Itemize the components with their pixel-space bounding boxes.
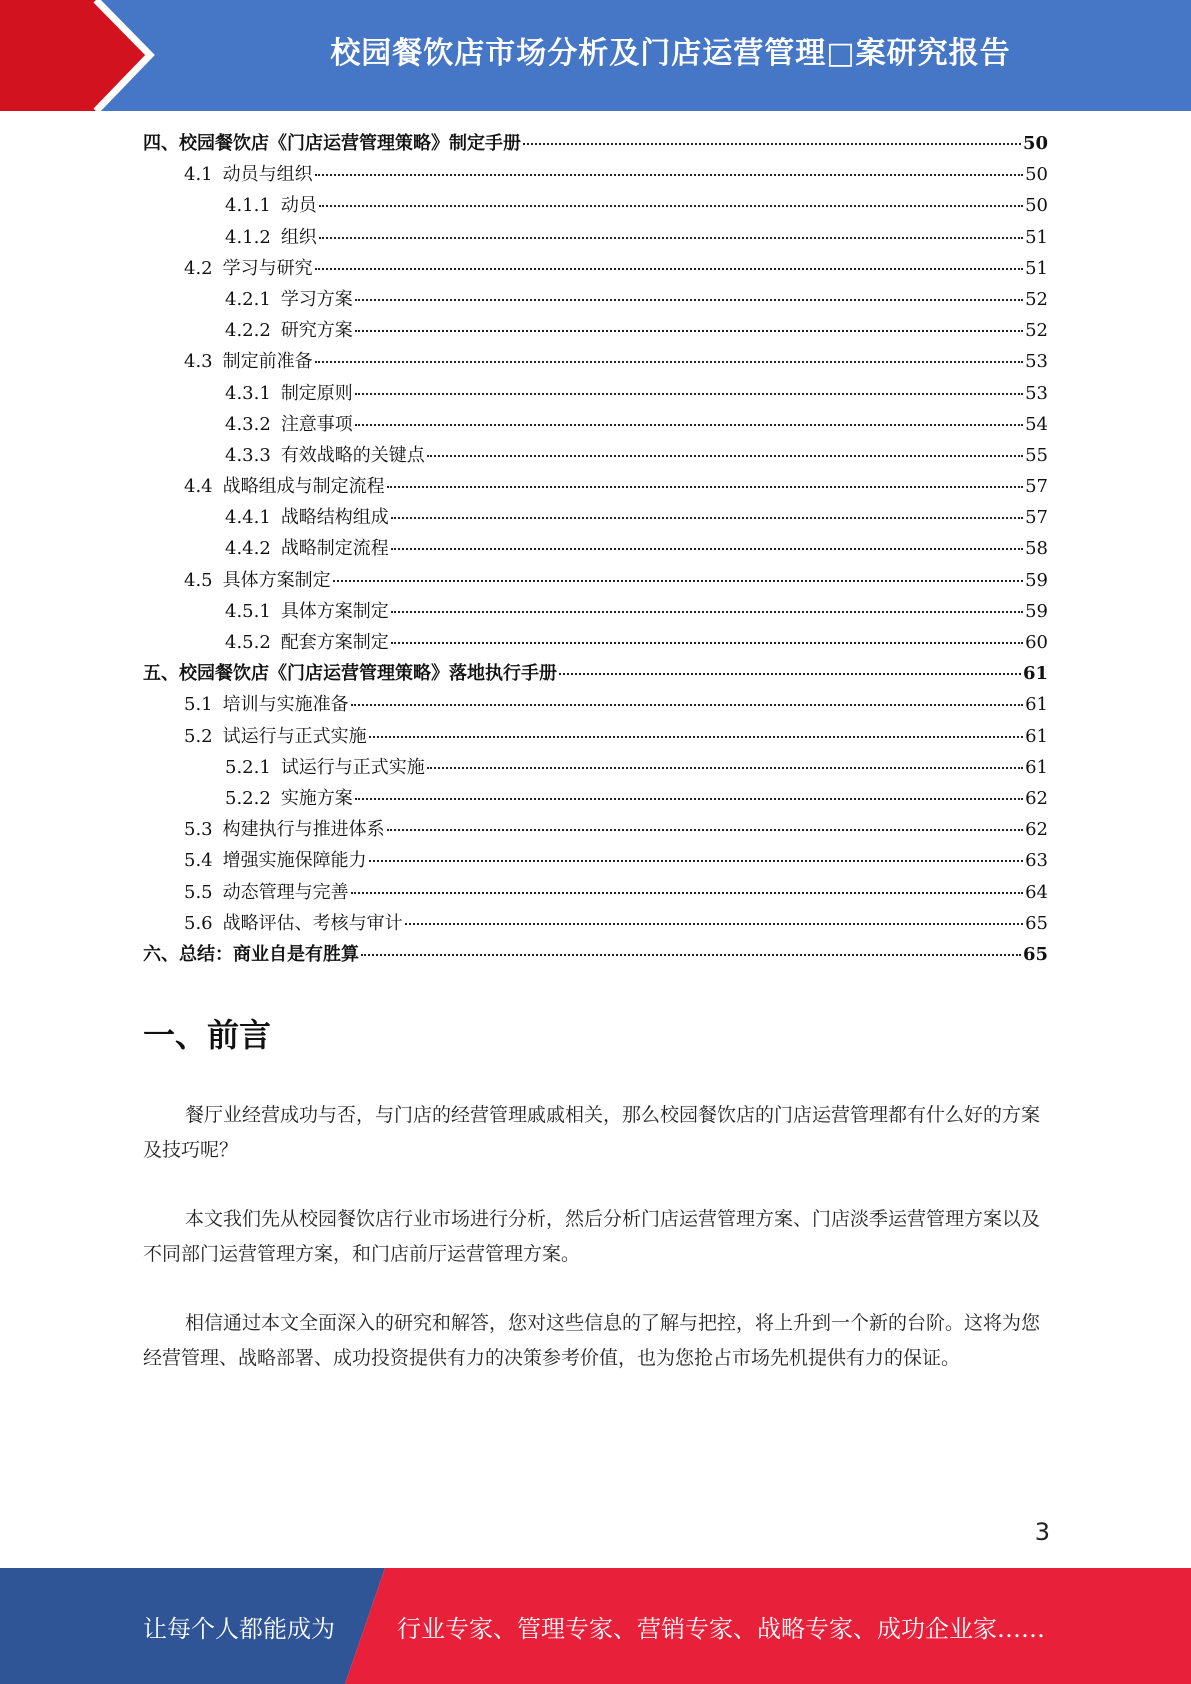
- toc-entry-title: 研究方案: [280, 320, 353, 342]
- toc-entry-number: 4.3.2: [225, 413, 271, 435]
- toc-entry-title: 培训与实施准备: [222, 694, 349, 716]
- toc-entry-title: 构建执行与推进体系: [222, 819, 385, 841]
- toc-entry-page: 57: [1025, 476, 1048, 498]
- toc-entry[interactable]: [143, 845, 1048, 876]
- toc-dot-leader: [351, 892, 1023, 894]
- toc-entry-title: 学习方案: [280, 288, 353, 310]
- toc-entry-page: 62: [1025, 819, 1048, 841]
- toc-entry-page: 64: [1025, 881, 1048, 903]
- toc-entry-number: 4.2: [184, 257, 213, 279]
- toc-dot-leader: [559, 673, 1021, 675]
- report-title: 校园餐饮店市场分析及门店运营管理□案研究报告: [330, 36, 1011, 71]
- toc-entry-number: 4.5.2: [225, 632, 271, 653]
- toc-entry-page: 65: [1025, 912, 1048, 934]
- toc-entry[interactable]: [143, 596, 1048, 627]
- toc-entry[interactable]: [143, 190, 1048, 221]
- toc-entry[interactable]: [143, 409, 1048, 440]
- toc-entry-number: 5.5: [184, 881, 213, 903]
- page-footer: [0, 1568, 1191, 1684]
- toc-entry-title: 战略组成与制定流程: [222, 476, 385, 498]
- toc-entry-number: 5.2: [184, 725, 213, 747]
- toc-entry-page: 60: [1025, 632, 1048, 653]
- toc-entry[interactable]: [143, 565, 1048, 596]
- footer-slogan-left: 让每个人都能成为: [143, 1614, 335, 1643]
- toc-entry-title: 注意事项: [280, 413, 353, 435]
- toc-entry[interactable]: [143, 159, 1048, 190]
- toc-dot-leader: [361, 954, 1021, 956]
- toc-entry-title: 动态管理与完善: [222, 881, 349, 903]
- toc-dot-leader: [387, 829, 1023, 831]
- toc-entry-page: 61: [1025, 694, 1048, 716]
- table-of-contents: [143, 128, 1048, 970]
- toc-entry-page: 59: [1025, 600, 1048, 622]
- toc-dot-leader: [391, 517, 1023, 519]
- toc-entry[interactable]: [143, 658, 1048, 689]
- footer-slogan-right: 行业专家、管理专家、营销专家、战略专家、成功企业家……: [397, 1614, 1045, 1643]
- toc-entry-number: 4.3: [184, 351, 213, 373]
- toc-entry[interactable]: [143, 378, 1048, 409]
- toc-entry-number: 5.2.1: [225, 756, 271, 778]
- toc-entry-page: 51: [1025, 226, 1048, 248]
- toc-dot-leader: [355, 299, 1023, 301]
- toc-entry[interactable]: [143, 471, 1048, 502]
- toc-dot-leader: [315, 174, 1023, 176]
- toc-dot-leader: [315, 361, 1023, 363]
- toc-entry-title: 配套方案制定: [280, 632, 389, 653]
- toc-entry-number: 5.1: [184, 694, 213, 716]
- toc-entry-title: 实施方案: [280, 787, 353, 809]
- intro-paragraph-3: 相信通过本文全面深入的研究和解答，您对这些信息的了解与把控，将上升到一个新的台阶。这将为您经营管理、战略部署、成功投资提供有力的决策参考价值，也为您抢占市场先机提供有力的保证。: [143, 1312, 1041, 1369]
- toc-entry-title: 六、总结：商业自是有胜算: [143, 943, 359, 965]
- toc-dot-leader: [355, 798, 1023, 800]
- toc-dot-leader: [427, 767, 1023, 769]
- toc-entry-title: 组织: [280, 226, 317, 248]
- toc-dot-leader: [355, 393, 1023, 395]
- toc-entry-page: 61: [1025, 725, 1048, 747]
- toc-dot-leader: [315, 268, 1023, 270]
- toc-entry-page: 63: [1025, 850, 1048, 872]
- toc-entry[interactable]: [143, 877, 1048, 908]
- toc-entry-page: 58: [1025, 538, 1048, 560]
- toc-entry[interactable]: [143, 939, 1048, 970]
- toc-entry-page: 50: [1025, 195, 1048, 217]
- toc-dot-leader: [351, 704, 1023, 706]
- toc-entry-number: 4.4: [184, 476, 213, 498]
- toc-entry[interactable]: [143, 721, 1048, 752]
- toc-entry-page: 55: [1025, 444, 1048, 466]
- toc-entry[interactable]: [143, 783, 1048, 814]
- toc-dot-leader: [319, 205, 1023, 207]
- toc-entry-page: 61: [1022, 663, 1048, 685]
- toc-dot-leader: [333, 580, 1023, 582]
- toc-entry-number: 4.2.1: [225, 288, 271, 310]
- toc-entry-page: 54: [1025, 413, 1048, 435]
- toc-entry-page: 52: [1025, 288, 1048, 310]
- toc-dot-leader: [391, 611, 1023, 613]
- toc-entry[interactable]: [143, 222, 1048, 253]
- toc-entry-number: 4.3.1: [225, 382, 271, 404]
- toc-dot-leader: [387, 486, 1023, 488]
- toc-entry[interactable]: [143, 284, 1048, 315]
- toc-entry-page: 59: [1025, 569, 1048, 591]
- toc-entry-page: 62: [1025, 787, 1048, 809]
- toc-entry-number: 4.4.1: [225, 507, 271, 529]
- toc-entry-title: 战略制定流程: [280, 538, 389, 560]
- toc-entry-page: 65: [1022, 943, 1048, 965]
- toc-entry-number: 4.3.3: [225, 444, 271, 466]
- toc-entry-title: 战略结构组成: [280, 507, 389, 529]
- toc-dot-leader: [405, 923, 1023, 925]
- toc-entry-number: 4.1: [184, 164, 213, 186]
- toc-entry-title: 制定原则: [280, 382, 353, 404]
- toc-entry-title: 增强实施保障能力: [222, 850, 367, 872]
- toc-entry-number: 4.5.1: [225, 600, 271, 622]
- toc-entry-number: 5.3: [184, 819, 213, 841]
- toc-entry-number: 4.2.2: [225, 320, 271, 342]
- toc-entry-title: 具体方案制定: [280, 600, 389, 622]
- toc-entry-number: 5.2.2: [225, 787, 271, 809]
- toc-entry[interactable]: [143, 253, 1048, 284]
- toc-entry-title: 试运行与正式实施: [222, 725, 367, 747]
- toc-entry[interactable]: [143, 346, 1048, 377]
- toc-entry-number: 4.1.2: [225, 226, 271, 248]
- intro-paragraph-2: 本文我们先从校园餐饮店行业市场进行分析，然后分析门店运营管理方案、门店淡季运营管理方案以及不同部门运营管理方案，和门店前厅运营管理方案。: [143, 1208, 1041, 1265]
- toc-entry-title: 四、校园餐饮店《门店运营管理策略》制定手册: [143, 133, 521, 154]
- toc-entry-title: 试运行与正式实施: [280, 756, 425, 778]
- intro-paragraph-1: 餐厅业经营成功与否，与门店的经营管理戚戚相关，那么校园餐饮店的门店运营管理都有什么好的方案及技巧呢？: [143, 1104, 1041, 1161]
- toc-entry-page: 50: [1022, 133, 1048, 154]
- toc-entry-page: 51: [1025, 257, 1048, 279]
- toc-entry-number: 4.1.1: [225, 195, 271, 217]
- toc-entry-page: 57: [1025, 507, 1048, 529]
- toc-entry-page: 53: [1025, 382, 1048, 404]
- toc-entry[interactable]: [143, 627, 1048, 658]
- toc-entry-title: 动员与组织: [222, 164, 313, 186]
- toc-entry-title: 战略评估、考核与审计: [222, 912, 403, 934]
- toc-entry-title: 学习与研究: [222, 257, 313, 279]
- toc-dot-leader: [369, 860, 1023, 862]
- toc-entry-title: 五、校园餐饮店《门店运营管理策略》落地执行手册: [143, 663, 557, 685]
- toc-entry[interactable]: [143, 814, 1048, 845]
- toc-entry-title: 具体方案制定: [222, 569, 331, 591]
- toc-entry-number: 5.4: [184, 850, 213, 872]
- toc-entry-number: 5.6: [184, 912, 213, 934]
- toc-dot-leader: [523, 143, 1021, 145]
- toc-entry-number: 4.4.2: [225, 538, 271, 560]
- toc-entry[interactable]: [143, 752, 1048, 783]
- toc-dot-leader: [391, 548, 1023, 550]
- toc-dot-leader: [319, 237, 1023, 239]
- toc-entry-page: 53: [1025, 351, 1048, 373]
- toc-dot-leader: [355, 424, 1023, 426]
- toc-entry-page: 61: [1025, 756, 1048, 778]
- toc-entry[interactable]: [143, 502, 1048, 533]
- toc-entry[interactable]: [143, 440, 1048, 471]
- toc-entry[interactable]: [143, 128, 1048, 159]
- toc-dot-leader: [391, 642, 1023, 644]
- page-number: 3: [1034, 1518, 1050, 1546]
- page-header: [0, 0, 1191, 111]
- toc-entry-page: 50: [1025, 164, 1048, 186]
- toc-entry[interactable]: [143, 533, 1048, 564]
- toc-entry-page: 52: [1025, 320, 1048, 342]
- toc-entry-title: 有效战略的关键点: [280, 444, 425, 466]
- toc-entry-number: 4.5: [184, 569, 213, 591]
- toc-entry[interactable]: [143, 908, 1048, 939]
- section-title: 一、前言: [143, 1016, 272, 1054]
- toc-dot-leader: [427, 455, 1023, 457]
- toc-dot-leader: [355, 330, 1023, 332]
- toc-dot-leader: [369, 736, 1023, 738]
- toc-entry[interactable]: [143, 315, 1048, 346]
- toc-entry[interactable]: [143, 689, 1048, 720]
- toc-entry-title: 制定前准备: [222, 351, 313, 373]
- toc-entry-title: 动员: [280, 195, 317, 217]
